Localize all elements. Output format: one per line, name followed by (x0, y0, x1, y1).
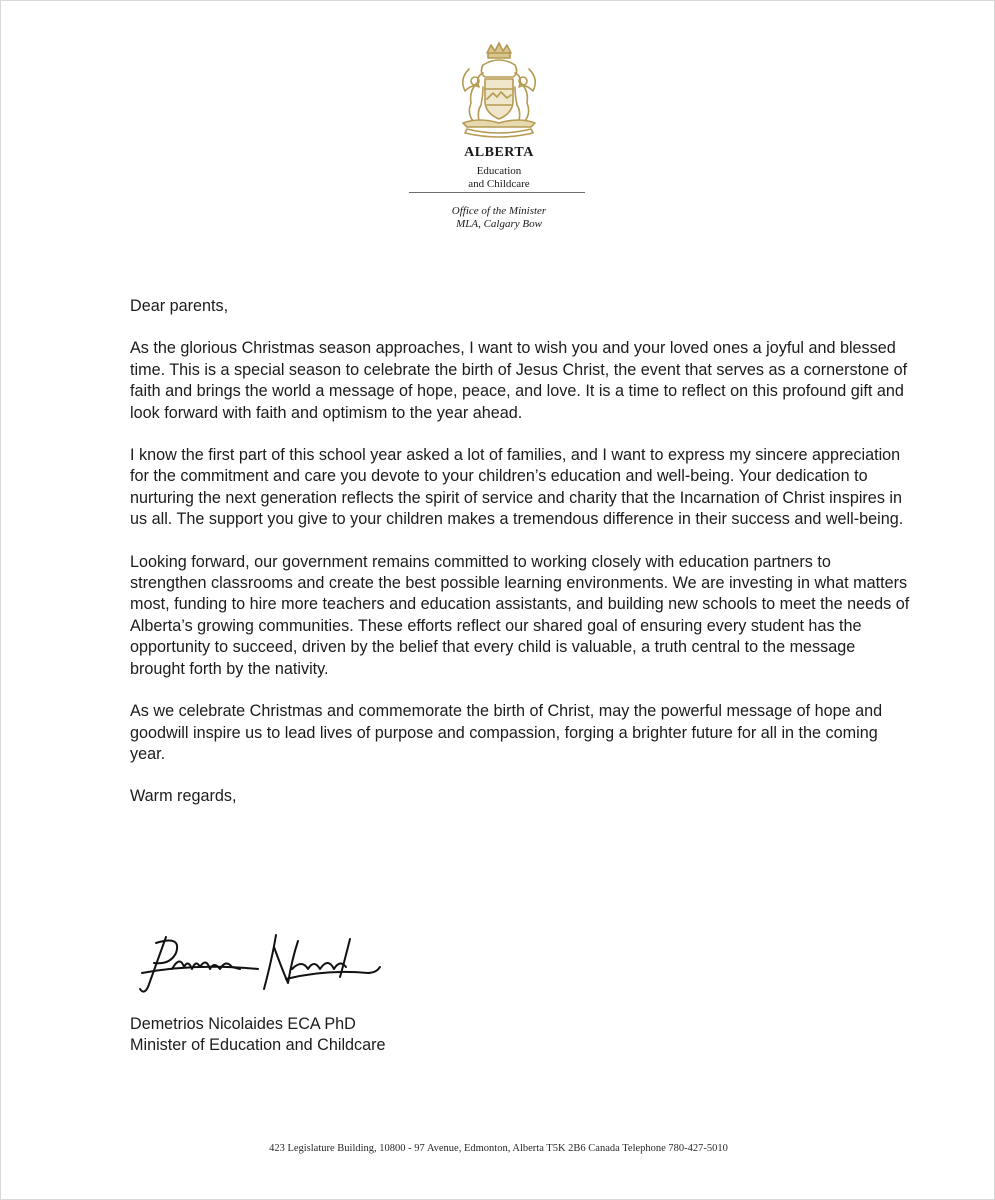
office-line-2: MLA, Calgary Bow (456, 218, 542, 230)
coat-of-arms-icon (439, 39, 559, 139)
office-line-1: Office of the Minister (451, 205, 547, 217)
ministry-line-2: and Childcare (468, 178, 530, 190)
closing: Warm regards, (130, 787, 237, 806)
paragraph-4: As we celebrate Christmas and commemorate the birth of Christ, may the powerful message of hope and goodwill inspire us to lead lives of purpose and compassion, forging a brighter future for all in the coming year. (130, 702, 883, 763)
paragraph-1: As the glorious Christmas season approaches, I want to wish you and your loved ones a joyful and blessed time. This is a special season to celebrate the birth of Jesus Christ, the event that serves as a cornerstone of faith and brings the world a message of hope, peace, and love. It is a time to reflect on this profound gift and look forward with faith and optimism to the year ahead. (130, 339, 908, 422)
paragraph-2: I know the first part of this school year asked a lot of families, and I want to express my sincere appreciation for the commitment and care you devote to your children’s education and well-being. Your dedication to nurturing the next generation reflects the spirit of service and charity that the Incarnation of Christ inspires in us all. The support you give to your children makes a tremendous difference in their success and well-being. (130, 446, 904, 529)
letter-body (130, 296, 910, 829)
salutation: Dear parents, (130, 297, 229, 315)
signature-block (130, 1014, 386, 1057)
letterhead-office (401, 205, 597, 231)
letterhead-divider (409, 192, 585, 193)
signatory-name: Demetrios Nicolaides ECA PhD (130, 1015, 356, 1033)
letterhead-ministry (401, 165, 597, 191)
letterhead (401, 39, 597, 231)
paragraph-3: Looking forward, our government remains committed to working closely with education partners to strengthen classrooms and create the best possible learning environments. We are investing in what matters most, funding to hire more teachers and education assistants, and building new schools to meet the needs of Alberta’s growing communities. These efforts reflect our shared goal of ensuring every student has the opportunity to succeed, driven by the belief that every child is valuable, a truth central to the message brought forth by the nativity. (130, 552, 910, 678)
footer-address: 423 Legislature Building, 10800 - 97 Avenue, Edmonton, Alberta T5K 2B6 Canada Telephone 780-427-5010 (269, 1143, 728, 1154)
signatory-title: Minister of Education and Childcare (130, 1036, 386, 1055)
signature-icon (136, 929, 386, 999)
ministry-line-1: Education (476, 165, 522, 177)
letterhead-province: ALBERTA (464, 145, 534, 160)
